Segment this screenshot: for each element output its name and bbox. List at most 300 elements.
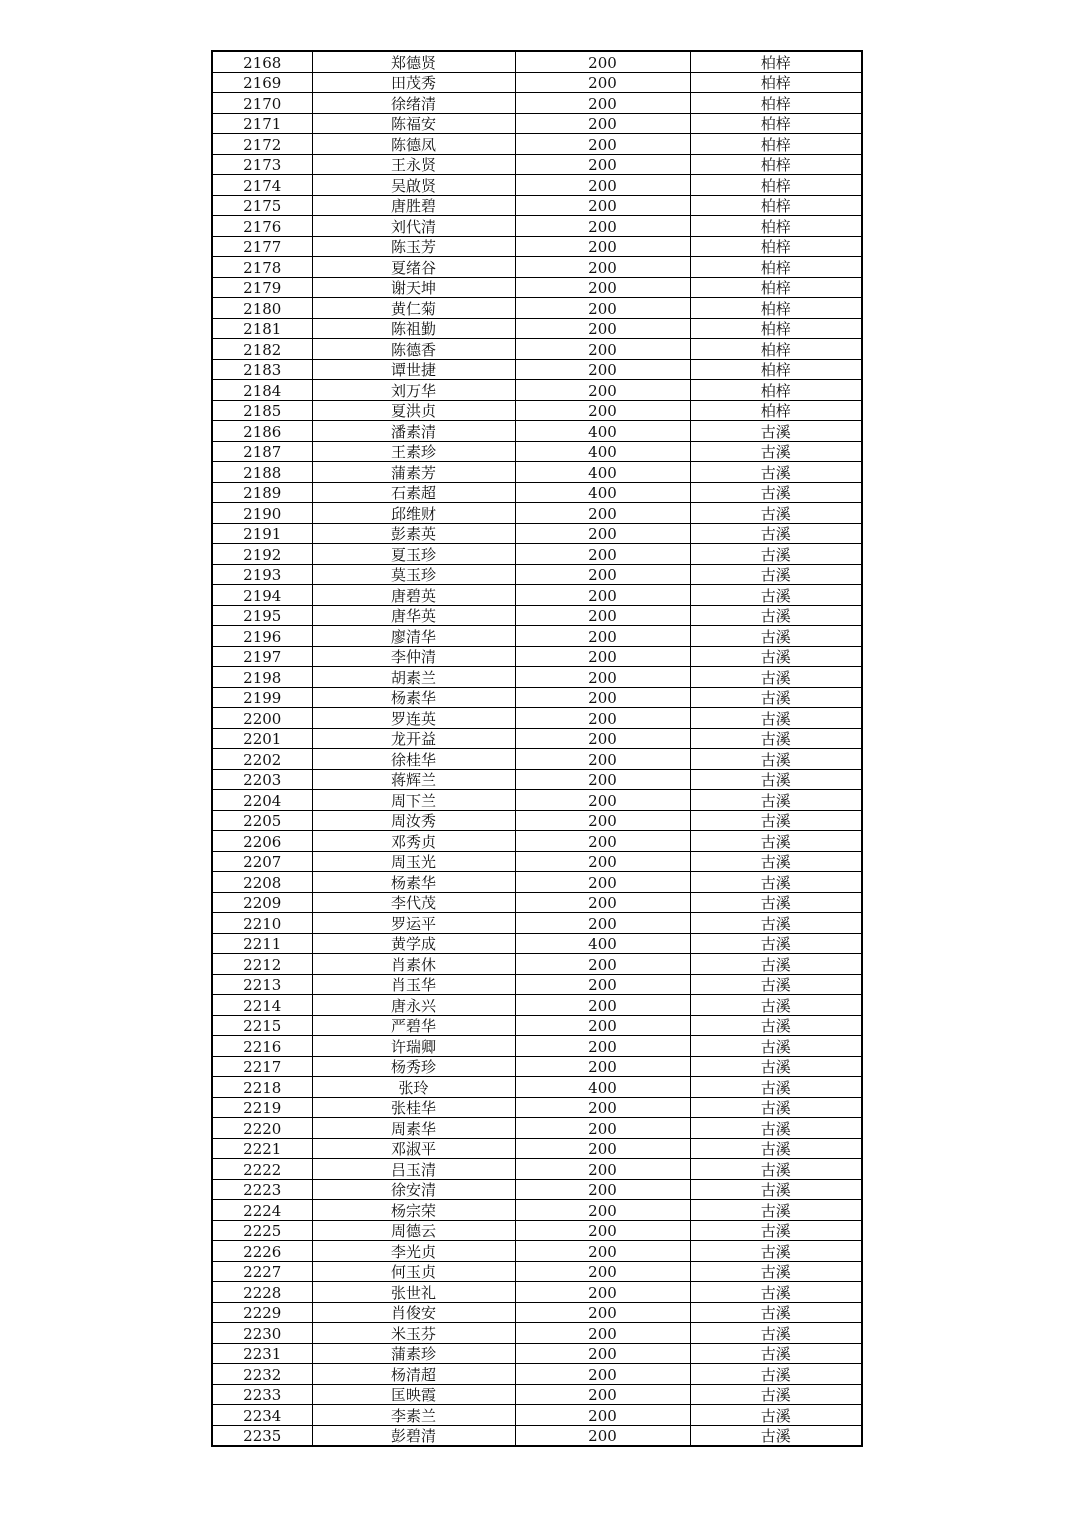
row-number-cell: 2230 [212,1323,312,1344]
town-cell: 古溪 [690,1282,862,1303]
row-number-cell: 2212 [212,954,312,975]
town-cell: 柏梓 [690,400,862,421]
name-cell: 黄仁菊 [312,298,515,319]
row-number-cell: 2217 [212,1056,312,1077]
name-cell: 周汝秀 [312,810,515,831]
name-cell: 夏洪贞 [312,400,515,421]
town-cell: 古溪 [690,1241,862,1262]
amount-cell: 200 [515,913,690,934]
town-cell: 古溪 [690,646,862,667]
town-cell: 古溪 [690,1056,862,1077]
amount-cell: 200 [515,974,690,995]
amount-cell: 200 [515,872,690,893]
table-row [212,1077,862,1098]
row-number-cell: 2184 [212,380,312,401]
town-cell: 古溪 [690,564,862,585]
row-number-cell: 2174 [212,175,312,196]
row-number-cell: 2191 [212,523,312,544]
amount-cell: 400 [515,1077,690,1098]
name-cell: 陈福安 [312,113,515,134]
table-row [212,503,862,524]
table-row [212,339,862,360]
amount-cell: 200 [515,790,690,811]
town-cell: 柏梓 [690,113,862,134]
town-cell: 古溪 [690,1405,862,1426]
row-number-cell: 2177 [212,236,312,257]
table-row [212,687,862,708]
name-cell: 彭碧清 [312,1425,515,1446]
name-cell: 王永贤 [312,154,515,175]
town-cell: 柏梓 [690,277,862,298]
row-number-cell: 2189 [212,482,312,503]
name-cell: 周玉光 [312,851,515,872]
table-row [212,728,862,749]
name-cell: 谭世捷 [312,359,515,380]
table-row [212,605,862,626]
name-cell: 蒲素珍 [312,1343,515,1364]
table-row [212,1138,862,1159]
amount-cell: 200 [515,954,690,975]
amount-cell: 200 [515,1097,690,1118]
name-cell: 杨秀珍 [312,1056,515,1077]
amount-cell: 200 [515,892,690,913]
row-number-cell: 2176 [212,216,312,237]
table-row [212,851,862,872]
amount-cell: 200 [515,503,690,524]
town-cell: 古溪 [690,1425,862,1446]
name-cell: 夏玉珍 [312,544,515,565]
table-row [212,51,862,72]
name-cell: 莫玉珍 [312,564,515,585]
row-number-cell: 2172 [212,134,312,155]
row-number-cell: 2228 [212,1282,312,1303]
amount-cell: 200 [515,359,690,380]
amount-cell: 200 [515,380,690,401]
name-cell: 田茂秀 [312,72,515,93]
amount-cell: 200 [515,995,690,1016]
name-cell: 杨清超 [312,1364,515,1385]
table-row [212,1425,862,1446]
table-row [212,236,862,257]
row-number-cell: 2185 [212,400,312,421]
town-cell: 古溪 [690,421,862,442]
table-row [212,1323,862,1344]
name-cell: 潘素清 [312,421,515,442]
amount-cell: 200 [515,708,690,729]
table-row [212,708,862,729]
row-number-cell: 2168 [212,51,312,72]
row-number-cell: 2199 [212,687,312,708]
row-number-cell: 2208 [212,872,312,893]
table-row [212,1364,862,1385]
name-cell: 徐桂华 [312,749,515,770]
table-row [212,995,862,1016]
amount-cell: 200 [515,810,690,831]
table-row [212,1159,862,1180]
name-cell: 杨素华 [312,687,515,708]
name-cell: 许瑞卿 [312,1036,515,1057]
table-row [212,1220,862,1241]
table-row [212,216,862,237]
amount-cell: 200 [515,1343,690,1364]
town-cell: 古溪 [690,790,862,811]
table-row [212,113,862,134]
town-cell: 古溪 [690,503,862,524]
table-row [212,1302,862,1323]
table-row [212,769,862,790]
amount-cell: 200 [515,769,690,790]
table-row [212,462,862,483]
row-number-cell: 2180 [212,298,312,319]
name-cell: 谢天坤 [312,277,515,298]
amount-cell: 200 [515,1159,690,1180]
town-cell: 柏梓 [690,195,862,216]
table-row [212,1036,862,1057]
name-cell: 张世礼 [312,1282,515,1303]
table-row [212,1200,862,1221]
table-row [212,1118,862,1139]
row-number-cell: 2224 [212,1200,312,1221]
amount-cell: 200 [515,1261,690,1282]
row-number-cell: 2215 [212,1015,312,1036]
amount-cell: 200 [515,154,690,175]
row-number-cell: 2213 [212,974,312,995]
town-cell: 柏梓 [690,154,862,175]
town-cell: 古溪 [690,872,862,893]
name-cell: 杨宗荣 [312,1200,515,1221]
name-cell: 郑德贤 [312,51,515,72]
town-cell: 古溪 [690,1200,862,1221]
table-row [212,1015,862,1036]
amount-cell: 400 [515,441,690,462]
row-number-cell: 2211 [212,933,312,954]
table-row [212,585,862,606]
row-number-cell: 2232 [212,1364,312,1385]
table-row [212,646,862,667]
table-row [212,564,862,585]
town-cell: 柏梓 [690,339,862,360]
table-row [212,749,862,770]
amount-cell: 200 [515,113,690,134]
table-row [212,93,862,114]
subsidy-table [211,50,863,1447]
table-row [212,1282,862,1303]
amount-cell: 400 [515,933,690,954]
table-row [212,1241,862,1262]
amount-cell: 200 [515,1118,690,1139]
amount-cell: 200 [515,585,690,606]
table-row [212,400,862,421]
town-cell: 古溪 [690,441,862,462]
row-number-cell: 2216 [212,1036,312,1057]
name-cell: 肖俊安 [312,1302,515,1323]
amount-cell: 200 [515,626,690,647]
amount-cell: 200 [515,318,690,339]
row-number-cell: 2192 [212,544,312,565]
row-number-cell: 2169 [212,72,312,93]
name-cell: 王素珍 [312,441,515,462]
row-number-cell: 2235 [212,1425,312,1446]
town-cell: 古溪 [690,1364,862,1385]
table-row [212,1384,862,1405]
name-cell: 唐胜碧 [312,195,515,216]
town-cell: 柏梓 [690,298,862,319]
name-cell: 彭素英 [312,523,515,544]
amount-cell: 200 [515,728,690,749]
town-cell: 古溪 [690,1343,862,1364]
name-cell: 李仲清 [312,646,515,667]
town-cell: 古溪 [690,462,862,483]
name-cell: 李素兰 [312,1405,515,1426]
amount-cell: 200 [515,1323,690,1344]
row-number-cell: 2234 [212,1405,312,1426]
table-row [212,790,862,811]
amount-cell: 200 [515,175,690,196]
town-cell: 古溪 [690,892,862,913]
row-number-cell: 2170 [212,93,312,114]
amount-cell: 200 [515,1200,690,1221]
name-cell: 陈玉芳 [312,236,515,257]
town-cell: 古溪 [690,749,862,770]
row-number-cell: 2182 [212,339,312,360]
town-cell: 古溪 [690,1036,862,1057]
table-row [212,154,862,175]
table-row [212,134,862,155]
row-number-cell: 2202 [212,749,312,770]
row-number-cell: 2173 [212,154,312,175]
name-cell: 刘万华 [312,380,515,401]
table-row [212,257,862,278]
row-number-cell: 2233 [212,1384,312,1405]
town-cell: 柏梓 [690,51,862,72]
row-number-cell: 2220 [212,1118,312,1139]
row-number-cell: 2231 [212,1343,312,1364]
name-cell: 唐华英 [312,605,515,626]
row-number-cell: 2205 [212,810,312,831]
row-number-cell: 2175 [212,195,312,216]
amount-cell: 200 [515,646,690,667]
row-number-cell: 2210 [212,913,312,934]
town-cell: 古溪 [690,708,862,729]
name-cell: 吕玉清 [312,1159,515,1180]
amount-cell: 200 [515,400,690,421]
name-cell: 李代茂 [312,892,515,913]
name-cell: 何玉贞 [312,1261,515,1282]
town-cell: 古溪 [690,1179,862,1200]
row-number-cell: 2227 [212,1261,312,1282]
town-cell: 柏梓 [690,72,862,93]
table-row [212,892,862,913]
row-number-cell: 2171 [212,113,312,134]
amount-cell: 200 [515,544,690,565]
table-row [212,523,862,544]
name-cell: 蒋辉兰 [312,769,515,790]
name-cell: 严碧华 [312,1015,515,1036]
table-row [212,954,862,975]
amount-cell: 200 [515,1220,690,1241]
amount-cell: 200 [515,667,690,688]
row-number-cell: 2206 [212,831,312,852]
row-number-cell: 2204 [212,790,312,811]
table-row [212,1343,862,1364]
town-cell: 古溪 [690,933,862,954]
row-number-cell: 2183 [212,359,312,380]
name-cell: 匡映霞 [312,1384,515,1405]
amount-cell: 200 [515,195,690,216]
row-number-cell: 2229 [212,1302,312,1323]
town-cell: 古溪 [690,1097,862,1118]
amount-cell: 200 [515,831,690,852]
name-cell: 蒲素芳 [312,462,515,483]
name-cell: 石素超 [312,482,515,503]
name-cell: 陈德香 [312,339,515,360]
amount-cell: 200 [515,1179,690,1200]
town-cell: 柏梓 [690,359,862,380]
town-cell: 古溪 [690,728,862,749]
table-body [212,51,862,1446]
amount-cell: 400 [515,421,690,442]
town-cell: 古溪 [690,954,862,975]
town-cell: 柏梓 [690,257,862,278]
name-cell: 邱维财 [312,503,515,524]
table-row [212,380,862,401]
table-row [212,974,862,995]
row-number-cell: 2188 [212,462,312,483]
name-cell: 肖玉华 [312,974,515,995]
town-cell: 古溪 [690,585,862,606]
row-number-cell: 2196 [212,626,312,647]
amount-cell: 200 [515,216,690,237]
table-row [212,831,862,852]
table-row [212,421,862,442]
row-number-cell: 2179 [212,277,312,298]
table-row [212,626,862,647]
name-cell: 肖素休 [312,954,515,975]
amount-cell: 200 [515,1425,690,1446]
amount-cell: 200 [515,236,690,257]
row-number-cell: 2186 [212,421,312,442]
amount-cell: 400 [515,482,690,503]
row-number-cell: 2181 [212,318,312,339]
town-cell: 古溪 [690,667,862,688]
amount-cell: 200 [515,1302,690,1323]
table-row [212,277,862,298]
row-number-cell: 2200 [212,708,312,729]
amount-cell: 200 [515,1241,690,1262]
town-cell: 古溪 [690,810,862,831]
town-cell: 古溪 [690,974,862,995]
row-number-cell: 2207 [212,851,312,872]
row-number-cell: 2193 [212,564,312,585]
amount-cell: 200 [515,1015,690,1036]
table-row [212,482,862,503]
town-cell: 古溪 [690,831,862,852]
row-number-cell: 2209 [212,892,312,913]
row-number-cell: 2221 [212,1138,312,1159]
row-number-cell: 2197 [212,646,312,667]
town-cell: 古溪 [690,1138,862,1159]
name-cell: 李光贞 [312,1241,515,1262]
table-row [212,1261,862,1282]
table-row [212,318,862,339]
table-row [212,1097,862,1118]
town-cell: 古溪 [690,523,862,544]
amount-cell: 200 [515,851,690,872]
table-row [212,667,862,688]
amount-cell: 200 [515,93,690,114]
amount-cell: 200 [515,51,690,72]
name-cell: 罗连英 [312,708,515,729]
name-cell: 徐安清 [312,1179,515,1200]
amount-cell: 200 [515,1138,690,1159]
amount-cell: 200 [515,1282,690,1303]
table-row [212,298,862,319]
row-number-cell: 2198 [212,667,312,688]
amount-cell: 200 [515,298,690,319]
table-row [212,1179,862,1200]
name-cell: 罗运平 [312,913,515,934]
town-cell: 柏梓 [690,380,862,401]
name-cell: 黄学成 [312,933,515,954]
name-cell: 徐绪清 [312,93,515,114]
table-row [212,913,862,934]
town-cell: 古溪 [690,687,862,708]
town-cell: 古溪 [690,1384,862,1405]
name-cell: 陈德凤 [312,134,515,155]
name-cell: 陈祖勤 [312,318,515,339]
name-cell: 邓淑平 [312,1138,515,1159]
town-cell: 古溪 [690,1323,862,1344]
name-cell: 米玉芬 [312,1323,515,1344]
town-cell: 古溪 [690,1261,862,1282]
amount-cell: 200 [515,523,690,544]
row-number-cell: 2178 [212,257,312,278]
table-row [212,72,862,93]
table-row [212,359,862,380]
town-cell: 古溪 [690,626,862,647]
name-cell: 刘代清 [312,216,515,237]
row-number-cell: 2226 [212,1241,312,1262]
table-row [212,933,862,954]
amount-cell: 200 [515,1384,690,1405]
amount-cell: 200 [515,72,690,93]
amount-cell: 200 [515,564,690,585]
row-number-cell: 2190 [212,503,312,524]
town-cell: 古溪 [690,544,862,565]
town-cell: 古溪 [690,482,862,503]
town-cell: 古溪 [690,995,862,1016]
name-cell: 夏绪谷 [312,257,515,278]
amount-cell: 400 [515,462,690,483]
row-number-cell: 2201 [212,728,312,749]
amount-cell: 200 [515,749,690,770]
name-cell: 周素华 [312,1118,515,1139]
amount-cell: 200 [515,277,690,298]
row-number-cell: 2222 [212,1159,312,1180]
town-cell: 柏梓 [690,318,862,339]
town-cell: 古溪 [690,1159,862,1180]
amount-cell: 200 [515,687,690,708]
amount-cell: 200 [515,339,690,360]
name-cell: 张玲 [312,1077,515,1098]
row-number-cell: 2195 [212,605,312,626]
town-cell: 古溪 [690,1077,862,1098]
amount-cell: 200 [515,1405,690,1426]
name-cell: 周下兰 [312,790,515,811]
name-cell: 唐永兴 [312,995,515,1016]
town-cell: 古溪 [690,851,862,872]
amount-cell: 200 [515,1056,690,1077]
